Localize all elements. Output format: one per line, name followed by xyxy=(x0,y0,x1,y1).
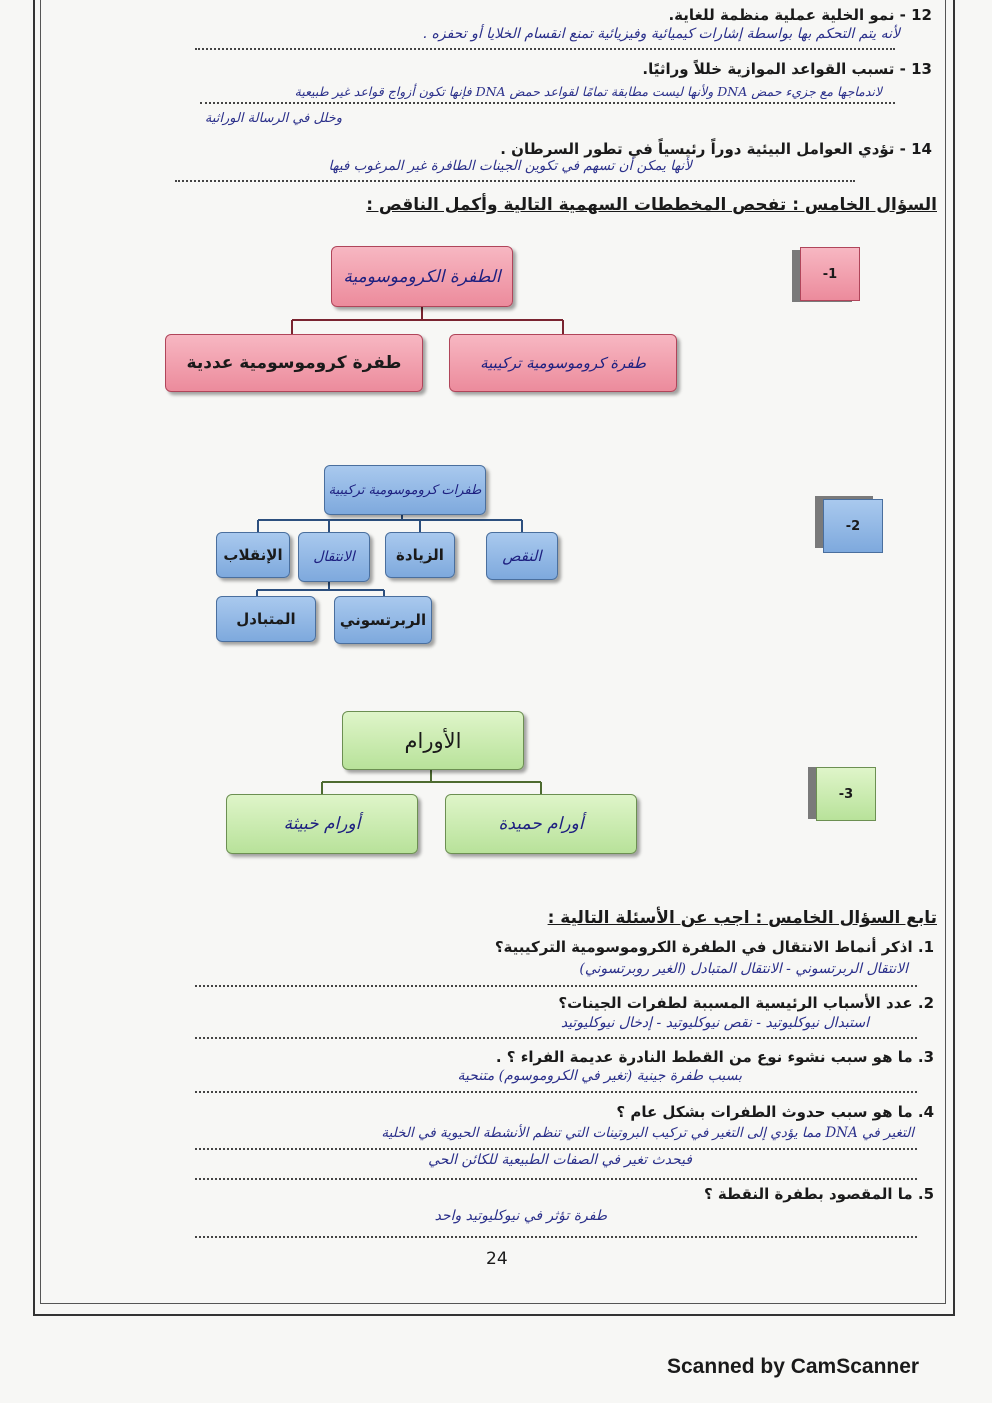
q1 xyxy=(495,938,934,956)
q2-text: عدد الأسباب الرئيسية المسببة لطفرات الجينات؟ xyxy=(558,994,913,1012)
q4 xyxy=(616,1103,934,1121)
question-12-number: 12 xyxy=(911,6,932,24)
answer-line xyxy=(195,985,917,987)
answer-line xyxy=(195,1148,917,1150)
q3-text: ما هو سبب نشوء نوع من القطط النادرة عديمة الفراء ؟ . xyxy=(495,1048,913,1066)
diagram-2-deletion: النقص xyxy=(486,532,558,580)
diagram-2-robertsonian: الربرتسوني xyxy=(334,596,432,644)
q2-number: 2. xyxy=(917,994,934,1012)
q5-answer: طفرة تؤثر في نيوكليوتيد واحد xyxy=(434,1208,607,1224)
question-13-number: 13 xyxy=(911,60,932,78)
q4-answer-cont: فيحدث تغير في الصفات الطبيعية للكائن الحي xyxy=(428,1152,692,1168)
answer-13-cont: وخلل في الرسالة الوراثية xyxy=(204,111,342,126)
answer-line xyxy=(195,48,895,50)
question-14: 14 - تؤدي العوامل البيئية دوراً رئيسياً في تطور السرطان . xyxy=(500,140,932,158)
diagram-2-translocation: الانتقال xyxy=(298,532,370,582)
answer-12: لأنه يتم التحكم بها بواسطة إشارات كيميائية وفيزيائية تمنع انقسام الخلايا أو تحفزه . xyxy=(422,26,900,42)
q2 xyxy=(558,994,934,1012)
q5 xyxy=(704,1185,934,1203)
diagram-3-root: الأورام xyxy=(342,711,524,770)
diagram-3-right: أورام حميدة xyxy=(445,794,637,854)
continued-heading: تابع السؤال الخامس : اجب عن الأسئلة التالية : xyxy=(547,908,937,928)
camscanner-watermark: Scanned by CamScanner xyxy=(667,1355,920,1378)
answer-13: لاندماجها مع جزيء حمض DNA ولأنها ليست مطابقة تمامًا لقواعد حمض DNA فإنها تكون أزواج قواعد غير طبيعية xyxy=(294,84,882,99)
q3 xyxy=(496,1048,934,1066)
q1-text: اذكر أنماط الانتقال في الطفرة الكروموسومية التركيبية؟ xyxy=(494,938,913,956)
q3-number: 3. xyxy=(917,1048,934,1066)
answer-line xyxy=(195,1037,917,1039)
page-number: 24 xyxy=(486,1249,508,1269)
answer-14: لأنها يمكن أن تسهم في تكوين الجينات الطافرة غير المرغوب فيها xyxy=(328,158,692,174)
q2-answer: استبدال نيوكليوتيد - نقص نيوكليوتيد - إدخال نيوكليوتيد xyxy=(560,1015,869,1031)
answer-line xyxy=(195,1091,917,1093)
q4-number: 4. xyxy=(917,1103,934,1121)
q4-text: ما هو سبب حدوث الطفرات بشكل عام ؟ xyxy=(616,1103,913,1121)
diagram-3-left: أورام خبيثة xyxy=(226,794,418,854)
q5-text: ما المقصود بطفرة النقطة ؟ xyxy=(703,1185,913,1203)
diagram-1-root: الطفرة الكروموسومية xyxy=(331,246,513,307)
diagram-2-tag: -2 xyxy=(823,499,883,553)
diagram-2-duplication: الزيادة xyxy=(385,532,455,578)
question-13-text: تسبب القواعد الموازية خللاً وراثيًا. xyxy=(642,60,895,78)
q4-answer: التغير في DNA مما يؤدي إلى التغير في تركيب البروتينات التي تنظم الأنشطة الحيوية في الخلية xyxy=(381,1125,914,1141)
q3-answer: بسبب طفرة جينية (تغير في الكروموسوم) متنحية xyxy=(457,1068,742,1084)
answer-line xyxy=(195,1178,917,1180)
answer-line xyxy=(200,102,895,104)
q5-number: 5. xyxy=(917,1185,934,1203)
diagram-2-root: طفرات كروموسومية تركيبية xyxy=(324,465,486,515)
q1-number: 1. xyxy=(917,938,934,956)
diagram-2-inversion: الإنقلاب xyxy=(216,532,290,578)
diagram-3-tag: -3 xyxy=(816,767,876,821)
diagram-1-tag: -1 xyxy=(800,247,860,301)
diagram-1-right: طفرة كروموسومية تركيبية xyxy=(449,334,677,392)
question-14-number: 14 xyxy=(911,140,932,158)
question-13: 13 - تسبب القواعد الموازية خللاً وراثيًا. xyxy=(642,60,932,78)
question-12-text: نمو الخلية عملية منظمة للغاية. xyxy=(668,6,895,24)
question-14-text: تؤدي العوامل البيئية دوراً رئيسياً في تطور السرطان . xyxy=(500,140,895,158)
answer-line xyxy=(195,1236,917,1238)
diagram-2-reciprocal: المتبادل xyxy=(216,596,316,642)
question-12: 12 - نمو الخلية عملية منظمة للغاية. xyxy=(668,6,932,24)
answer-line xyxy=(175,180,855,182)
section-5-heading: السؤال الخامس : تفحص المخططات السهمية التالية وأكمل الناقص : xyxy=(366,195,937,215)
diagram-1-left: طفرة كروموسومية عددية xyxy=(165,334,423,392)
q1-answer: الانتقال الربرتسوني - الانتقال المتبادل (الغير روبرتسوني) xyxy=(579,961,908,977)
